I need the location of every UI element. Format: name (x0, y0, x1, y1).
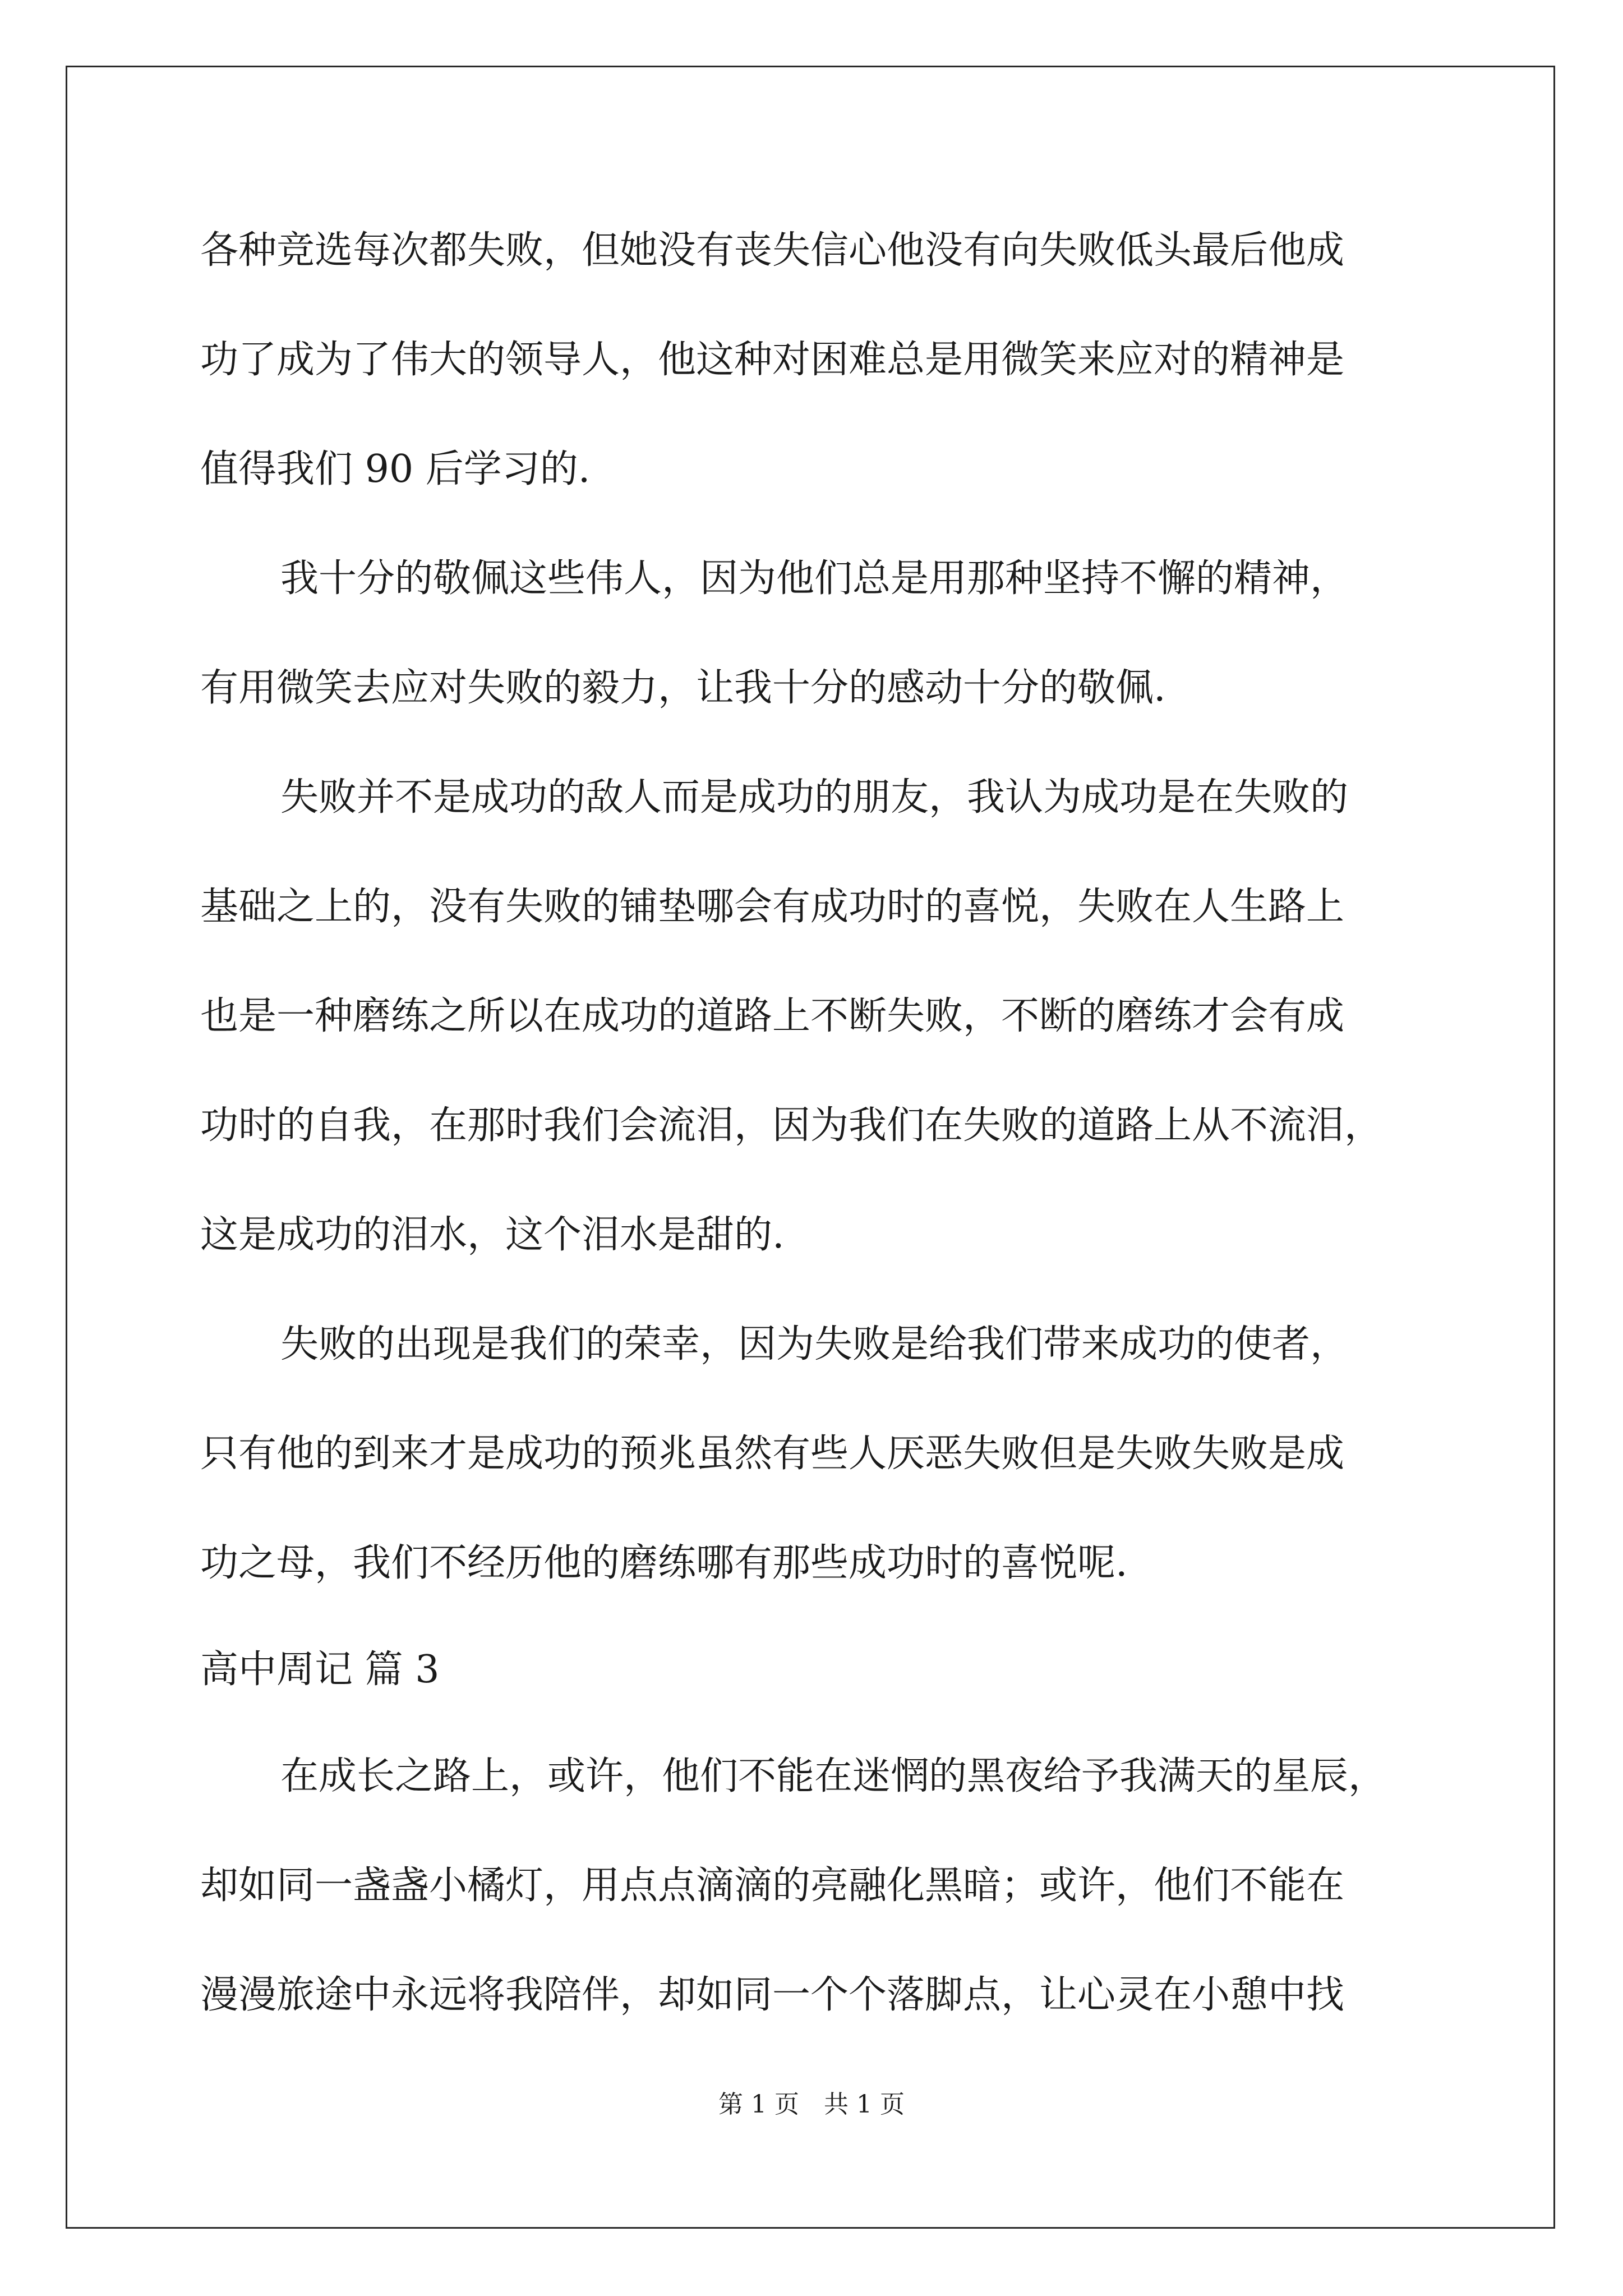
body-line: 功之母，我们不经历他的磨练哪有那些成功时的喜悦呢. (200, 1541, 1128, 1585)
body-line: 功了成为了伟大的领导人，他这种对困难总是用微笑来应对的精神是 (200, 338, 1345, 382)
paragraph-first-line: 失败的出现是我们的荣幸，因为失败是给我们带来成功的使者， (280, 1322, 1349, 1366)
body-line: 有用微笑去应对失败的毅力，让我十分的感动十分的敬佩. (200, 666, 1166, 710)
body-line: 只有他的到来才是成功的预兆虽然有些人厌恶失败但是失败失败是成 (200, 1432, 1345, 1476)
body-line: 却如同一盏盏小橘灯，用点点滴滴的亮融化黑暗；或许，他们不能在 (200, 1864, 1345, 1908)
body-line: 这是成功的泪水，这个泪水是甜的. (200, 1213, 785, 1257)
body-line: 功时的自我，在那时我们会流泪，因为我们在失败的道路上从不流泪， (200, 1103, 1383, 1148)
body-line: 值得我们 90 后学习的. (200, 447, 591, 491)
body-line: 各种竞选每次都失败，但她没有丧失信心他没有向失败低头最后他成 (200, 228, 1345, 273)
paragraph-first-line: 失败并不是成功的敌人而是成功的朋友，我认为成功是在失败的 (280, 775, 1349, 820)
body-line: 也是一种磨练之所以在成功的道路上不断失败，不断的磨练才会有成 (200, 994, 1345, 1038)
body-line: 基础之上的，没有失败的铺垫哪会有成功时的喜悦，失败在人生路上 (200, 885, 1345, 929)
body-line: 漫漫旅途中永远将我陪伴，却如同一个个落脚点，让心灵在小憩中找 (200, 1973, 1345, 2017)
paragraph-first-line: 我十分的敬佩这些伟人，因为他们总是用那种坚持不懈的精神， (280, 556, 1349, 601)
paragraph-first-line: 在成长之路上，或许，他们不能在迷惘的黑夜给予我满天的星辰， (280, 1754, 1387, 1798)
section-heading: 高中周记 篇 3 (200, 1648, 440, 1692)
page-number-footer: 第 1 页 共 1 页 (718, 2090, 905, 2119)
